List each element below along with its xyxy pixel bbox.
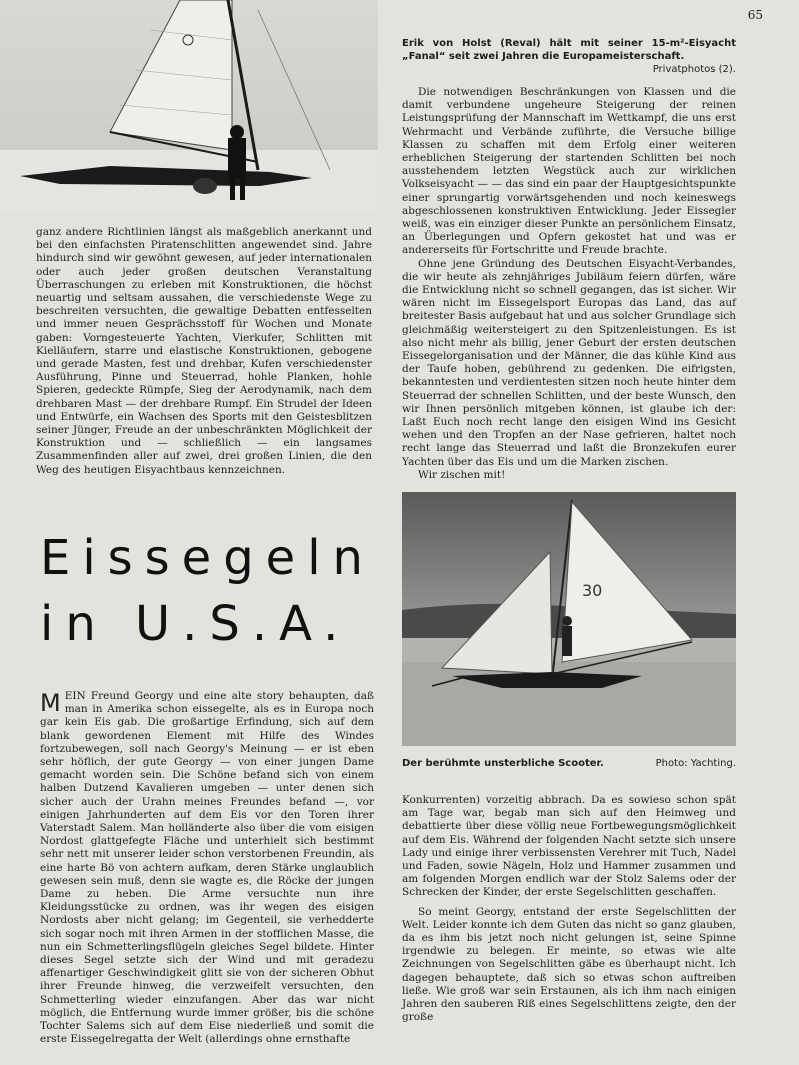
top-photo-caption (402, 37, 736, 76)
right-top-column (402, 86, 736, 482)
right-paragraph-2: Ohne jene Gründung des Deutschen Eisyacht-Verbandes, die wir heute als zehnjähriges Jubiläum feiern dürfen, wäre die Entwicklung nicht so schnell gegangen, das ist sicher. Wir wären nicht im Eissegelsport Europas das Land, das auf breitester Basis aufgebaut hat und aus solcher Grundlage sich gleichmäßig weitersteigert zu den Spitzenleistungen. Es ist also nicht mehr als billig, jener Geburt der ersten deutschen Eissegelorganisation und der Männer, die das kühle Kind aus der Taufe hoben, gebührend zu gedenken. Die eifrigsten, bekanntesten und verdientesten sitzen noch heute hinter dem Steuerrad der schnellen Schlitten, und der beste Wunsch, den wir Ihnen persönlich mitgeben können, ist glaube ich der: Laßt Euch noch recht lange den eisigen Wind ins Gesicht wehen und den Tropfen an der Nase gefrieren, haltet noch recht lange das Steuerrad und laßt die Bronzekufen eurer Yachten über das Eis und um die Marken zischen. (402, 257, 736, 468)
top-caption-text: Erik von Holst (Reval) hält mit seiner 15-m²-Eisyacht „Fanal“ seit zwei Jahren die Europameisterschaft. (402, 38, 736, 62)
right-paragraph-1: Die notwendigen Beschränkungen von Klassen und die damit verbundene ungeheure Steigerung der reinen Leistungsprüfung der Mannschaft im Wettkampf, die uns erst Wehrmacht und Verbände zuführte, die Versuche billige Klassen zu schaffen mit dem Erfolg einer weiteren erheblichen Steigerung der startenden Schlitten bei noch ausstehendem letzten Wegstück auch zur wirklichen Volkseisyacht — — das sind ein paar der Hauptgesichtspunkte einer sprungartig vorwärtsgehenden und noch keineswegs abgeschlossenen konstruktiven Entwicklung. Jeder Eissegler weiß, was ein einziger dieser Punkte an persönlichem Einsatz, an Überlegungen und Opfern gekostet hat und was er andererseits für Fortschritte und Freude brachte. (402, 86, 736, 257)
drop-cap: M (40, 689, 61, 717)
article-paragraph-3: So meint Georgy, entstand der erste Segelschlitten der Welt. Leider konnte ich dem Guten das nicht so ganz glauben, da es ihm bis jetzt noch nicht gelungen ist, seine Spinne irgendwie zu belegen. Er meinte, so etwas wie alte Zeichnungen von Segelschlitten gäbe es überhaupt nicht. Ich dagegen behauptete, daß sich so etwas schon auftreiben ließe. Wie groß war sein Erstaunen, als ich ihm nach einigen Jahren den sauberen Riß eines Segelschlittens zeigte, den der große (402, 905, 736, 1024)
article-paragraph-2: Konkurrenten) vorzeitig abbrach. Da es sowieso schon spät am Tage war, begab man sich auf den Heimweg und debattierte über diese völlig neue Fortbewegungsmöglichkeit auf dem Eis. Während der folgenden Nacht setzte sich unsere Lady und einige ihrer verbissensten Verehrer mit Tuch, Nadel und Faden, sowie Nägeln, Holz und Hammer zusammen und am folgenden Morgen endlich war der Stolz Salems oder der Schrecken der Kinder, der erste Segelschlitten geschaffen. (402, 794, 736, 899)
heading-line-2: in U.S.A. (40, 596, 351, 652)
page-number: 65 (747, 8, 763, 22)
article-paragraph-1 (40, 690, 374, 1046)
bottom-caption-text: Der berühmte unsterbliche Scooter. (402, 758, 604, 769)
article-heading (40, 525, 380, 657)
bottom-photo-caption (402, 758, 736, 769)
article-paragraph-1-text: EIN Freund Georgy und eine alte story behaupten, daß man in Amerika schon eissegelte, als es in Europa noch gar kein Eis gab. Die großartige Erfindung, sich auf dem blank gewordenen Element mit Hilfe des Windes fortzubewegen, soll nach Georgy's Meinung — er ist eben sehr höflich, der gute Georgy — von einer jungen Dame gemacht worden sein. Die Schöne befand sich von einem halben Dutzend Kavalieren umgeben — unter denen sich sicher auch der Urahn meines Freundes befand —, vor einigen Jahrhunderten auf dem Eis vor den Toren ihrer Vaterstadt Salem. Man holländerte also über die vom eisigen Nordost glattgefegte Fläche und unterhielt sich bestimmt sehr nett mit unserer leider schon verstorbenen Freundin, als eine harte Bö von achtern aufkam, deren Stärke unglaublich gewesen sein muß, denn sie wagte es, die Röcke der jungen Dame zu heben. Die Arme versuchte nun ihre Kleidungsstücke zu ordnen, was ihr wegen des eisigen Nordosts aber nicht gelang; im Gegenteil, sie verhedderte sich sogar noch mit ihren Armen in der stofflichen Masse, die nun ein Schmetterlingsflügeln gleiches Segel bildete. Hinter dieses Segel setzte sich der Wind und mit geradezu affenartiger Geschwindigkeit glitt sie von der sicheren Obhut ihrer Freunde hinweg, die verzweifelt versuchten, den Schmetterling wieder einzufangen. Aber das war nicht möglich, die Entfernung wurde immer größer, bis die schöne Tochter Salems sich auf dem Eise niederließ und somit die erste Eissegelregatta der Welt (allerdings ohne ernsthafte (40, 690, 374, 1046)
heading-line-1: Eissegeln (40, 530, 375, 586)
bottom-caption-credit: Photo: Yachting. (655, 758, 736, 769)
left-top-column (36, 226, 372, 477)
article-left-column (40, 690, 374, 1046)
sail-number: 30 (582, 581, 603, 600)
scooter-photo (402, 492, 736, 746)
left-top-paragraph: ganz andere Richtlinien längst als maßgeblich anerkannt und bei den einfachsten Piratenschlitten angewendet sind. Jahre hindurch sind wir gewöhnt gewesen, auf jeder internationalen oder auch jeder großen deutschen Veranstaltung Überraschungen zu erleben mit Konstruktionen, die höchst neuartig und seltsam aussahen, die verschiedenste Wege zu beschreiten versuchten, die gewaltige Debatten entfesselten und immer neuen Gesprächsstoff für Wochen und Monate gaben: Vorngesteuerte Yachten, Vierkufer, Schlitten mit Kielläufern, starre und elastische Konstruktionen, gebogene und gerade Masten, fest und drehbar, Kufen verschiedenster Ausführung, Pinne und Steuerrad, hohle Planken, hohle Spieren, gedeckte Rümpfe, Sieg der Aerodynamik, nach dem drehbaren Mast — der drehbare Rumpf. Ein Strudel der Ideen und Entwürfe, ein Wachsen des Sports mit den Geistesblitzen seiner Jünger, Freude an der unbeschränkten Möglichkeit der Konstruktion und — schließlich — ein langsames Zusammenfinden aller auf zwei, drei großen Linien, die den Weg des heutigen Eisyachtbaus kennzeichnen. (36, 226, 372, 476)
article-right-column (402, 794, 736, 1024)
right-paragraph-3: Wir zischen mit! (418, 468, 506, 481)
ice-yacht-photo-top (0, 0, 378, 212)
top-caption-credit: Privatphotos (2). (652, 64, 736, 75)
